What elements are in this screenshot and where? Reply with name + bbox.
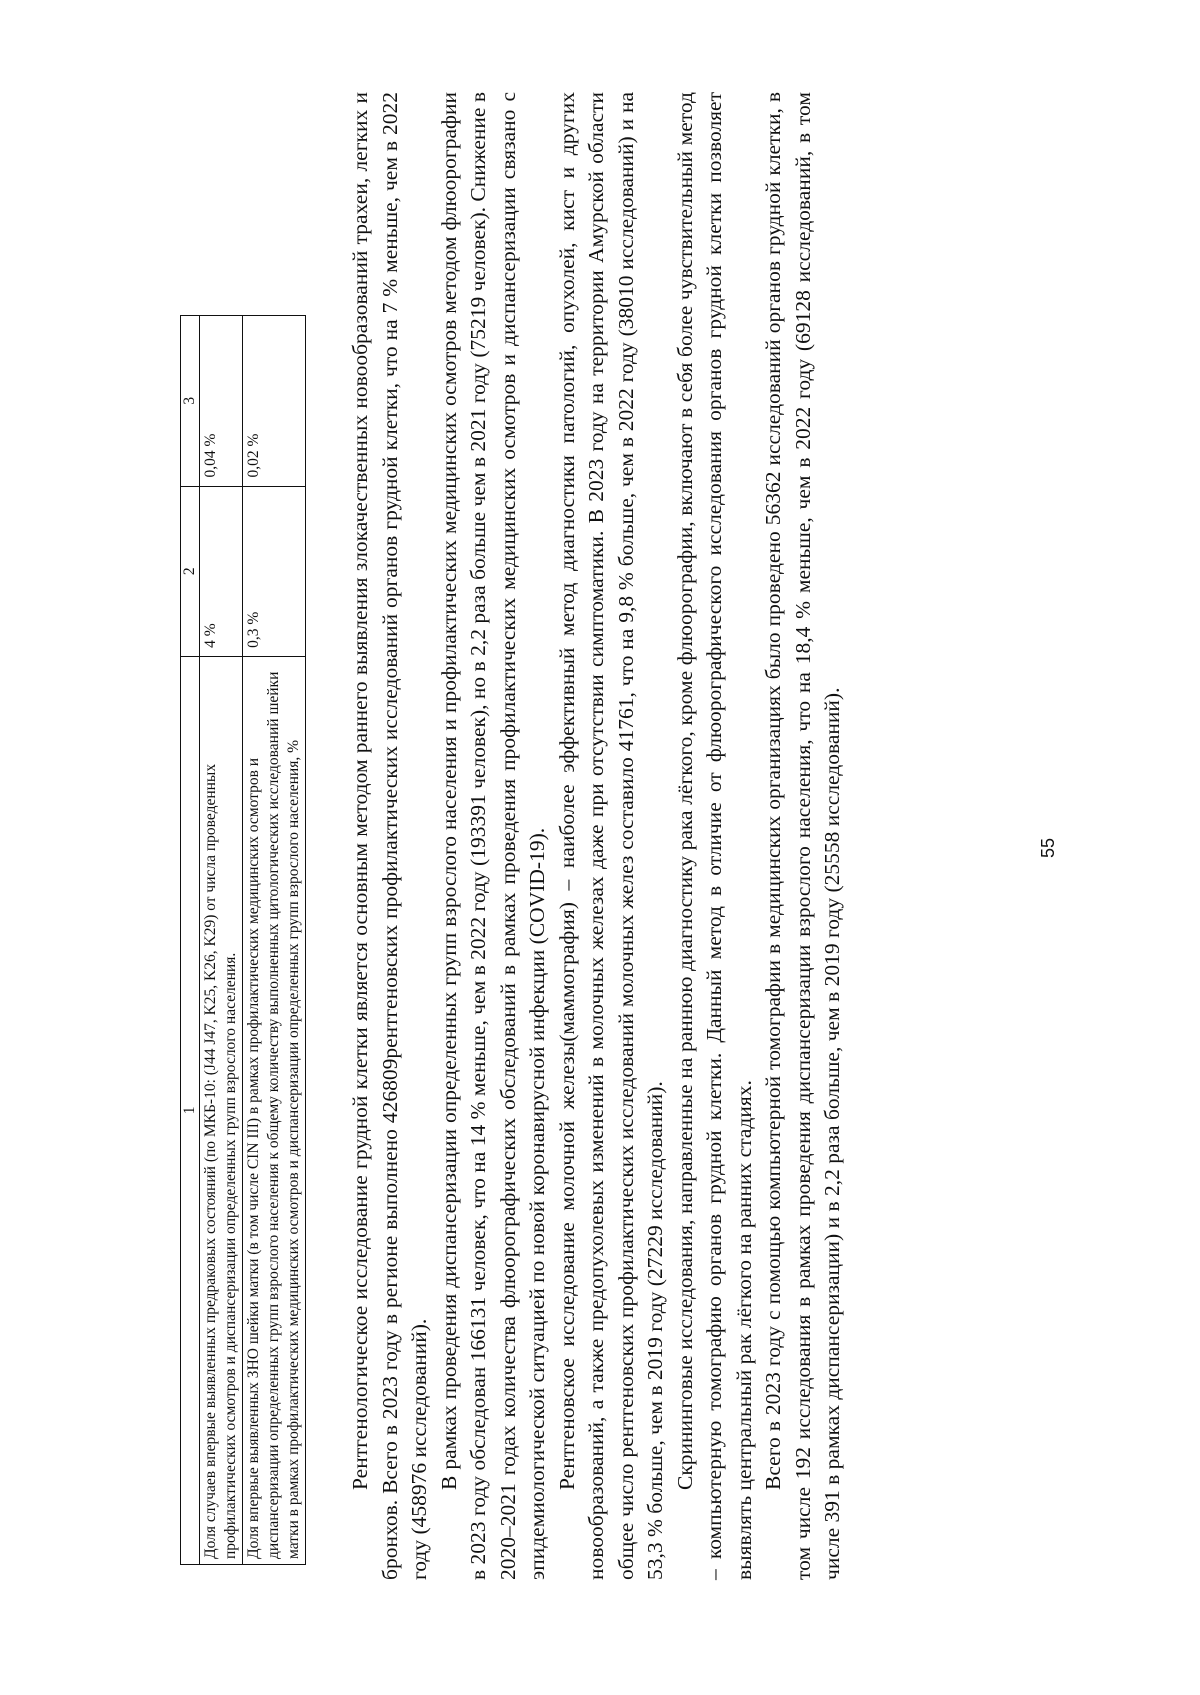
table-header-cell-2: 2 (181, 486, 200, 656)
paragraph-fluorography: В рамках проведения диспансеризации определенных групп взрослого населения и профилактических медицинских осмотров методом флюорографии в 2023 году обследован 166131 человек, что на 14 % меньше, чем в 2022 году (193391 человек), но в 2,2 раза больше чем в 2021 году (75219 человек). Снижение в 2020–2021 годах количества флюорографических обследований в рамках проведения профилактических медицинских осмотров и диспансеризации связано с эпидемиологической ситуацией по новой коронавирусной инфекции (COVID-19). (436, 92, 549, 1580)
body-text (346, 92, 848, 1580)
paragraph-mammography: Рентгеновское исследование молочной железы(маммография) – наиболее эффективный метод диагностики патологий, опухолей, кист и других новообразований, а также предопухолевых изменений в молочных железах даже при отсутствии симптоматики. В 2023 году на территории Амурской области общее число рентгеновских профилактических исследований молочных желез составило 41761, что на 9,8 % больше, чем в 2022 году (38010 исследований) и на 53,3 % больше, чем в 2019 году (27229 исследований). (554, 92, 667, 1580)
paragraph-ct: Всего в 2023 году с помощью компьютерной томографии в медицинских организациях было проведено 56362 исследований органов грудной клетки, в том числе 192 исследования в рамках проведения диспансеризации взрослого населения, что на 18,4 % меньше, чем в 2022 году (69128 исследований, в том числе 391 в рамках диспансеризации) и в 2,2 раза больше, чем в 2019 году (25558 исследований). (761, 92, 844, 1580)
table-row-value-2: 4 % (200, 486, 243, 656)
page-number: 55 (1038, 837, 1058, 859)
table-row (200, 316, 243, 1565)
paragraph-xray: Рентгенологическое исследование грудной клетки является основным методом раннего выявления злокачественных новообразований трахеи, легких и бронхов. Всего в 2023 году в регионе выполнено 426809рентгеновских профилактических исследований органов грудной клетки, что на 7 % меньше, чем в 2022 году (458976 исследований). (348, 92, 431, 1580)
table-header-cell-1: 1 (181, 656, 200, 1564)
table-row-value-3: 0,02 % (243, 316, 306, 487)
table-row (243, 316, 306, 1565)
paragraph-screening: Скрининговые исследования, направленные на раннюю диагностику рака лёгкого, кроме флюорографии, включают в себя более чувствительный метод – компьютерную томографию органов грудной клетки. Данный метод в отличие от флюорографического исследования органов грудной клетки позволяет выявлять центральный рак лёгкого на ранних стадиях. (672, 92, 756, 1580)
table-row-value-3: 0,04 % (200, 316, 243, 487)
table-header-row (181, 316, 200, 1565)
table-row-label: Доля впервые выявленных ЗНО шейки матки (в том числе CIN III) в рамках профилактических медицинских осмотров и диспансеризации определенных групп взрослого населения к общему количеству выполненных цитологических исследований шейки матки в рамках профилактических медицинских осмотров и диспансеризации определенных групп взрослого населения, % (243, 656, 306, 1564)
rotated-page-content (180, 80, 1000, 1580)
table-row-value-2: 0,3 % (243, 486, 306, 656)
table-header-cell-3: 3 (181, 316, 200, 487)
indicators-table (180, 315, 306, 1565)
table-row-label: Доля случаев впервые выявленных предраковых состояний (по МКБ-10: (J44 J47, K25, K26, K29) от числа проведенных профилактических осмотров и диспансеризации определенных групп взрослого населения. (200, 656, 243, 1564)
